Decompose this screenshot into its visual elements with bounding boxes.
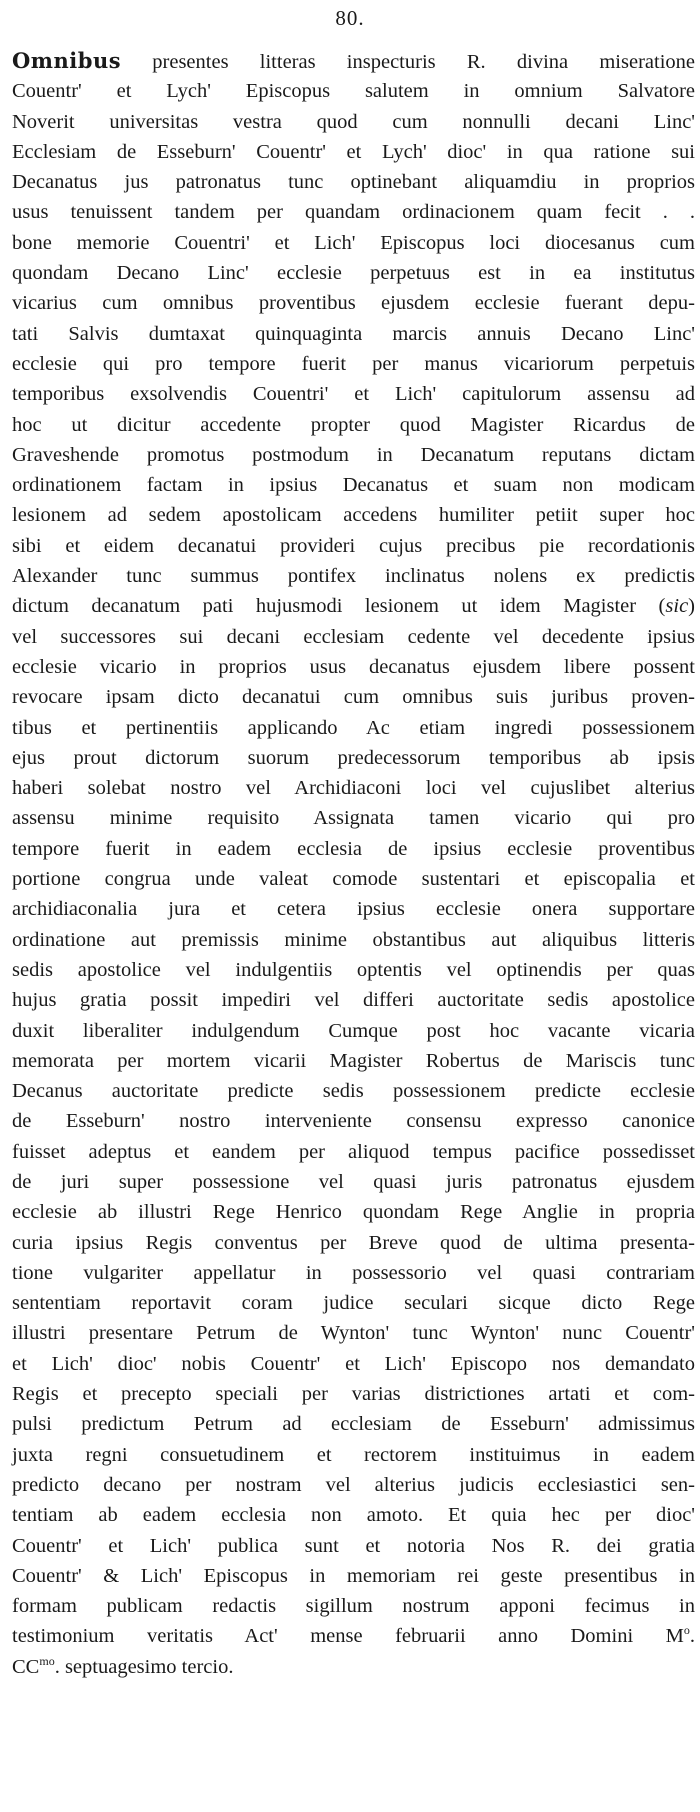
text-line: vel successores sui decani ecclesiam cedente vel decedente ipsius: [12, 625, 695, 648]
text-line: et Lich' dioc' nobis Couentr' et Lich' Episcopo nos demandato: [12, 1352, 695, 1375]
incipit-word: Omnibus: [12, 48, 122, 73]
text-line: tati Salvis dumtaxat quinquaginta marcis annuis Decano Linc': [12, 322, 695, 345]
text-line: tibus et pertinentiis applicando Ac etiam ingredi possessionem: [12, 716, 695, 739]
text-line: hoc ut dicitur accedente propter quod Magister Ricardus de: [12, 413, 695, 436]
text-line: Decanus auctoritate predicte sedis possessionem predicte ecclesie: [12, 1080, 695, 1103]
text-line: temporibus exsolvendis Couentri' et Lich' capitulorum assensu ad: [12, 383, 695, 406]
text-line: ecclesie vicario in proprios usus decanatus ejusdem libere possent: [12, 655, 695, 678]
text-line: tione vulgariter appellatur in possessorio vel quasi contrariam: [12, 1261, 695, 1284]
text-line: archidiaconalia jura et cetera ipsius ecclesie onera supportare: [12, 898, 695, 921]
text-line: Noverit universitas vestra quod cum nonnulli decani Linc': [12, 110, 695, 133]
text-line: ecclesie qui pro tempore fuerit per manus vicariorum perpetuis: [12, 352, 695, 375]
text-line: juxta regni consuetudinem et rectorem instituimus in eadem: [12, 1443, 695, 1466]
text-line: Couentr' et Lych' Episcopus salutem in omnium Salvatore: [12, 80, 695, 103]
text-line: usus tenuissent tandem per quandam ordinacionem quam fecit . .: [12, 201, 695, 224]
text-line: lesionem ad sedem apostolicam accedens humiliter petiit super hoc: [12, 504, 695, 527]
text-line: sententiam reportavit coram judice seculari sicque dicto Rege: [12, 1292, 695, 1315]
text-line: tentiam ab eadem ecclesia non amoto. Et quia hec per dioc': [12, 1504, 695, 1527]
text-line: Couentr' & Lich' Episcopus in memoriam rei geste presentibus in: [12, 1564, 695, 1587]
sic-note: sic: [665, 595, 689, 618]
text-line: memorata per mortem vicarii Magister Robertus de Mariscis tunc: [12, 1049, 695, 1072]
text-line: Ecclesiam de Esseburn' Couentr' et Lych' dioc' in qua ratione sui: [12, 140, 695, 163]
text-line: assensu minime requisito Assignata tamen vicario qui pro: [12, 807, 695, 830]
text-line: predicto decano per nostram vel alterius judicis ecclesiastici sen-: [12, 1473, 695, 1496]
text-line: quondam Decano Linc' ecclesie perpetuus est in ea institutus: [12, 262, 695, 285]
superscript: o: [683, 1623, 690, 1638]
text-line: formam publicam redactis sigillum nostrum apponi fecimus in: [12, 1595, 695, 1618]
text-line: testimonium veritatis Act' mense februarii anno Domini $M^o$.: [12, 1623, 695, 1648]
text-line: tempore fuerit in eadem ecclesia de ipsius ecclesie proventibus: [12, 837, 695, 860]
text-line: de Esseburn' nostro interveniente consensu expresso canonice: [12, 1110, 695, 1133]
text-line: Couentr' et Lich' publica sunt et notoria Nos R. dei gratia: [12, 1534, 695, 1557]
text-line: ecclesie ab illustri Rege Henrico quondam Rege Anglie in propria: [12, 1201, 695, 1224]
text-line: Decanatus jus patronatus tunc optinebant aliquamdiu in proprios: [12, 171, 695, 194]
text-line: de juri super possessione vel quasi juris patronatus ejusdem: [12, 1170, 695, 1193]
text-line: hujus gratia possit impediri vel differi auctoritate sedis apostolice: [12, 989, 695, 1012]
text-line: portione congrua unde valeat comode sustentari et episcopalia et: [12, 868, 695, 891]
text-line: illustri presentare Petrum de Wynton' tunc Wynton' nunc Couentr': [12, 1322, 695, 1345]
text-line: $CC^{mo}$. septuagesimo tercio.: [12, 1653, 234, 1678]
text-line: duxit liberaliter indulgendum Cumque post hoc vacante vicaria: [12, 1019, 695, 1042]
document-text: [12, 46, 695, 1682]
text-line: Regis et precepto speciali per varias districtiones artati et com-: [12, 1383, 695, 1406]
text-line: haberi solebat nostro vel Archidiaconi loci vel cujuslibet alterius: [12, 777, 695, 800]
text-line: revocare ipsam dicto decanatui cum omnibus suis juribus proven-: [12, 686, 695, 709]
text-line: dictum decanatum pati hujusmodi lesionem ut idem Magister (sic): [12, 595, 695, 618]
page-number: 80.: [335, 6, 365, 30]
text-line: Omnibus presentes litteras inspecturis R. divina miseratione: [12, 48, 695, 73]
text-line: ordinationem factam in ipsius Decanatus et suam non modicam: [12, 474, 695, 497]
text-line: bone memorie Couentri' et Lich' Episcopus loci diocesanus cum: [12, 231, 695, 254]
text-line: Alexander tunc summus pontifex inclinatus nolens ex predictis: [12, 565, 695, 588]
text-line: ejus prout dictorum suorum predecessorum temporibus ab ipsis: [12, 746, 695, 769]
text-line: sedis apostolice vel indulgentiis optentis vel optinendis per quas: [12, 958, 695, 981]
text-line: sibi et eidem decanatui provideri cujus precibus pie recordationis: [12, 534, 695, 557]
text-line: fuisset adeptus et eandem per aliquod tempus pacifice possedisset: [12, 1140, 695, 1163]
text-line: vicarius cum omnibus proventibus ejusdem ecclesie fuerant depu-: [12, 292, 695, 315]
superscript: mo: [39, 1653, 55, 1668]
text-line: ordinatione aut premissis minime obstantibus aut aliquibus litteris: [12, 928, 695, 951]
text-line: pulsi predictum Petrum ad ecclesiam de Esseburn' admissimus: [12, 1413, 695, 1436]
text-line: Graveshende promotus postmodum in Decanatum reputans dictam: [12, 443, 695, 466]
text-line: curia ipsius Regis conventus per Breve quod de ultima presenta-: [12, 1231, 695, 1254]
